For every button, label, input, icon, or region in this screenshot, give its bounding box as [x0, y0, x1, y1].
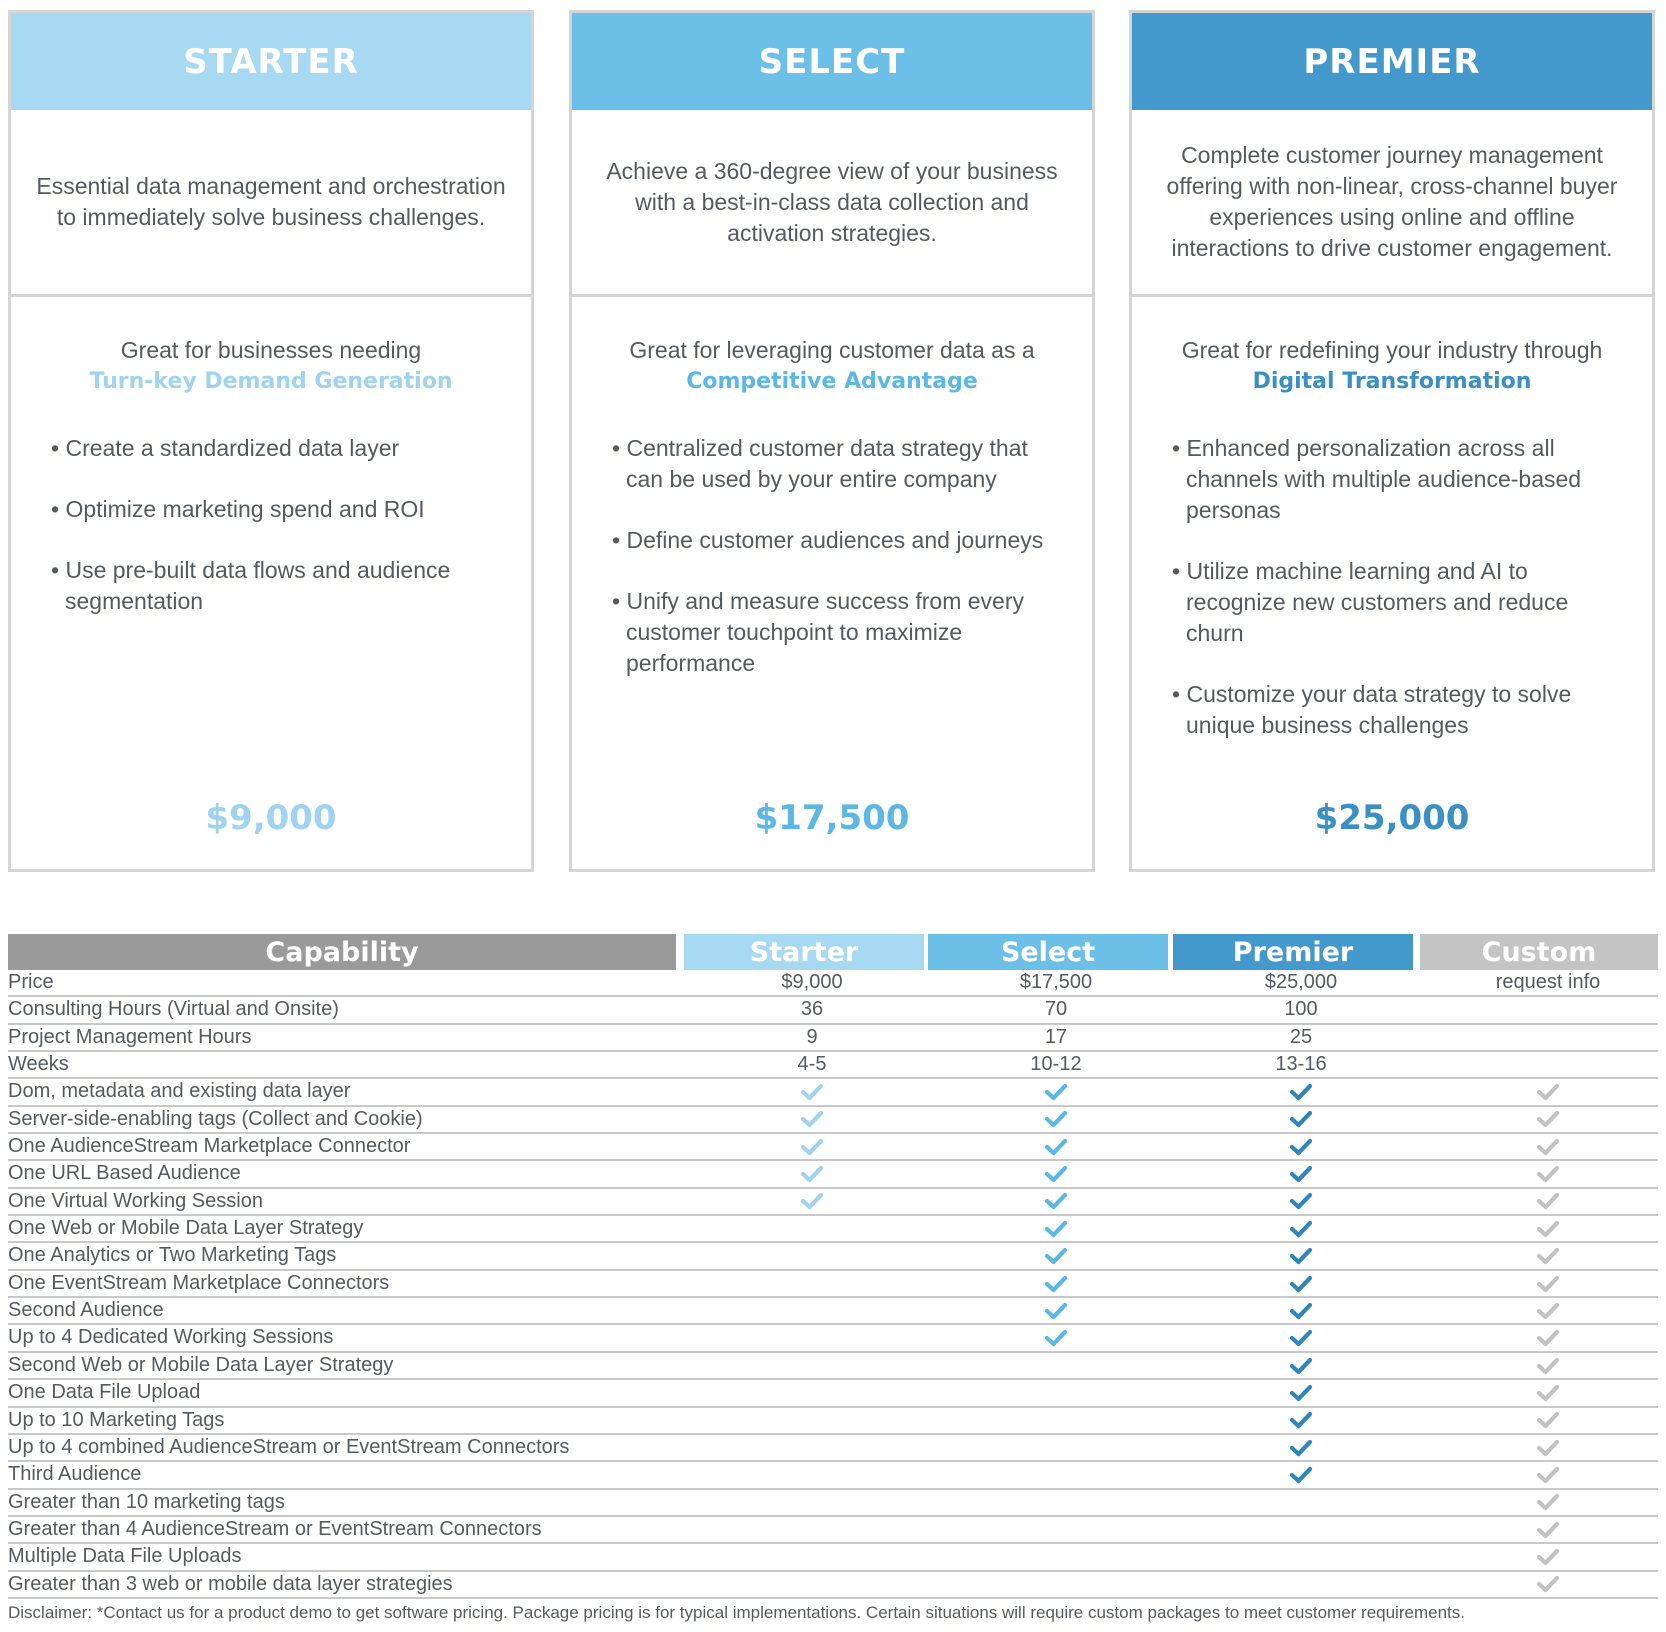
plan-description: Achieve a 360-degree view of your business with a best-in-class data collection and activation strategies.: [572, 110, 1092, 297]
custom-check-icon: [1428, 1408, 1666, 1433]
select-value: 70: [1044, 998, 1068, 1021]
plan-bullet: • Define customer audiences and journeys: [612, 525, 1062, 556]
plan-title: STARTER: [11, 13, 531, 110]
custom-check-icon: [1428, 1298, 1666, 1323]
custom-check-icon: [1428, 1353, 1666, 1378]
premier-check-icon: [1181, 1298, 1421, 1323]
capability-label: One Virtual Working Session: [8, 1189, 263, 1212]
table-row: [8, 1079, 1658, 1106]
great-for-text: Great for redefining your industry through: [1181, 337, 1603, 363]
custom-value: request info: [1495, 971, 1601, 993]
starter-check-icon: [692, 1107, 932, 1132]
table-row: [8, 1408, 1658, 1435]
capability-label: Second Audience: [8, 1299, 164, 1322]
custom-check-icon: [1428, 1107, 1666, 1132]
capability-label: Greater than 4 AudienceStream or EventStream Connectors: [8, 1517, 542, 1540]
plan-great-for: [1132, 335, 1652, 397]
plan-highlight: Digital Transformation: [1252, 369, 1532, 394]
capability-label: Up to 4 combined AudienceStream or EventStream Connectors: [8, 1435, 570, 1458]
custom-check-icon: [1428, 1189, 1666, 1214]
starter-value: 4-5: [797, 1053, 827, 1076]
premier-check-icon: [1181, 1271, 1421, 1296]
header-starter: Starter: [684, 934, 924, 970]
capability-label: Project Management Hours: [8, 1025, 252, 1048]
custom-check-icon: [1428, 1134, 1666, 1159]
custom-check-icon: [1428, 1325, 1666, 1350]
capability-label: Up to 10 Marketing Tags: [8, 1408, 225, 1431]
plan-card-select: [569, 10, 1095, 872]
table-row: [8, 1572, 1658, 1599]
great-for-text: Great for businesses needing: [120, 337, 422, 363]
table-row: [8, 1380, 1658, 1407]
premier-check-icon: [1181, 1189, 1421, 1214]
capability-label: Server-side-enabling tags (Collect and Cookie): [8, 1107, 423, 1130]
plan-bullets: [51, 433, 501, 647]
header-capability: Capability: [8, 934, 676, 970]
starter-value: $9,000: [781, 971, 843, 993]
table-row: [8, 970, 1658, 997]
select-check-icon: [936, 1189, 1176, 1214]
plan-bullet: • Optimize marketing spend and ROI: [51, 494, 501, 525]
starter-check-icon: [692, 1161, 932, 1186]
plan-description: Complete customer journey management offering with non-linear, cross-channel buyer experiences using online and offline interactions to drive customer engagement.: [1132, 110, 1652, 297]
plan-bullet: • Enhanced personalization across all channels with multiple audience-based personas: [1172, 433, 1622, 526]
capability-label: Multiple Data File Uploads: [8, 1545, 242, 1568]
premier-check-icon: [1181, 1325, 1421, 1350]
disclaimer: Disclaimer: *Contact us for a product demo to get software pricing. Package pricing is for typical implementations. Certain situations will require custom packages to meet customer requirements.: [8, 1603, 1465, 1622]
select-check-icon: [936, 1079, 1176, 1104]
select-check-icon: [936, 1271, 1176, 1296]
table-row: [8, 1325, 1658, 1352]
custom-check-icon: [1428, 1572, 1666, 1597]
table-row: [8, 1107, 1658, 1134]
plan-bullets: [612, 433, 1062, 709]
table-row: [8, 1243, 1658, 1270]
select-check-icon: [936, 1134, 1176, 1159]
starter-check-icon: [692, 1189, 932, 1214]
starter-check-icon: [692, 1079, 932, 1104]
custom-check-icon: [1428, 1271, 1666, 1296]
plan-title: SELECT: [572, 13, 1092, 110]
premier-check-icon: [1181, 1353, 1421, 1378]
capability-label: One Analytics or Two Marketing Tags: [8, 1244, 337, 1267]
capability-label: One EventStream Marketplace Connectors: [8, 1271, 390, 1294]
premier-check-icon: [1181, 1134, 1421, 1159]
table-row: [8, 1271, 1658, 1298]
select-check-icon: [936, 1107, 1176, 1132]
table-row: [8, 1298, 1658, 1325]
capability-label: Greater than 10 marketing tags: [8, 1490, 285, 1513]
premier-value: 100: [1284, 998, 1318, 1021]
capability-label: Price: [8, 971, 54, 993]
plan-description: Essential data management and orchestration to immediately solve business challenges.: [11, 110, 531, 297]
header-select: Select: [928, 934, 1168, 970]
capability-label: Dom, metadata and existing data layer: [8, 1080, 351, 1103]
capability-label: Consulting Hours (Virtual and Onsite): [8, 998, 339, 1021]
table-row: [8, 1353, 1658, 1380]
table-row: [8, 1462, 1658, 1489]
premier-check-icon: [1181, 1408, 1421, 1433]
plan-bullet: • Create a standardized data layer: [51, 433, 501, 464]
plan-price: $9,000: [205, 798, 337, 838]
plan-title: PREMIER: [1132, 13, 1652, 110]
plan-bullet: • Use pre-built data flows and audience segmentation: [51, 555, 501, 617]
table-row: [8, 1435, 1658, 1462]
plan-bullet: • Centralized customer data strategy that can be used by your entire company: [612, 433, 1062, 495]
select-value: 17: [1044, 1025, 1068, 1048]
custom-check-icon: [1428, 1380, 1666, 1405]
table-row: [8, 1216, 1658, 1243]
plan-bullets: [1172, 433, 1622, 771]
table-row: [8, 997, 1658, 1024]
select-check-icon: [936, 1325, 1176, 1350]
capability-label: Weeks: [8, 1053, 69, 1076]
custom-check-icon: [1428, 1490, 1666, 1515]
capability-label: One URL Based Audience: [8, 1162, 241, 1185]
custom-check-icon: [1428, 1161, 1666, 1186]
premier-check-icon: [1181, 1079, 1421, 1104]
select-value: $17,500: [1019, 971, 1093, 993]
custom-check-icon: [1428, 1243, 1666, 1268]
table-row: [8, 1052, 1658, 1079]
premier-check-icon: [1181, 1243, 1421, 1268]
custom-check-icon: [1428, 1435, 1666, 1460]
plan-card-premier: [1129, 10, 1655, 872]
select-value: 10-12: [1030, 1053, 1082, 1076]
premier-check-icon: [1181, 1435, 1421, 1460]
table-row: [8, 1025, 1658, 1052]
table-row: [8, 1134, 1658, 1161]
capability-label: Up to 4 Dedicated Working Sessions: [8, 1326, 334, 1349]
premier-value: $25,000: [1264, 971, 1338, 993]
plan-great-for: [11, 335, 531, 397]
great-for-text: Great for leveraging customer data as a: [629, 337, 1035, 363]
table-row: [8, 1517, 1658, 1544]
plan-highlight: Turn-key Demand Generation: [89, 369, 453, 394]
premier-check-icon: [1181, 1380, 1421, 1405]
custom-check-icon: [1428, 1544, 1666, 1569]
select-check-icon: [936, 1161, 1176, 1186]
starter-value: 9: [806, 1025, 818, 1048]
plan-price: $25,000: [1314, 798, 1470, 838]
custom-check-icon: [1428, 1517, 1666, 1542]
capability-label: One Data File Upload: [8, 1381, 201, 1404]
premier-check-icon: [1181, 1462, 1421, 1487]
custom-check-icon: [1428, 1462, 1666, 1487]
plan-price: $17,500: [754, 798, 910, 838]
premier-check-icon: [1181, 1216, 1421, 1241]
premier-check-icon: [1181, 1161, 1421, 1186]
premier-value: 25: [1289, 1025, 1313, 1048]
premier-value: 13-16: [1275, 1053, 1327, 1076]
capability-label: Second Web or Mobile Data Layer Strategy: [8, 1353, 394, 1376]
starter-check-icon: [692, 1134, 932, 1159]
capability-label: One AudienceStream Marketplace Connector: [8, 1135, 411, 1158]
table-row: [8, 1161, 1658, 1188]
plan-bullet: • Customize your data strategy to solve unique business challenges: [1172, 679, 1622, 741]
premier-check-icon: [1181, 1107, 1421, 1132]
plan-great-for: [572, 335, 1092, 397]
plan-bullet: • Utilize machine learning and AI to recognize new customers and reduce churn: [1172, 556, 1622, 649]
capability-label: One Web or Mobile Data Layer Strategy: [8, 1217, 364, 1240]
custom-check-icon: [1428, 1079, 1666, 1104]
capability-label: Third Audience: [8, 1463, 142, 1486]
header-custom: Custom: [1420, 934, 1658, 970]
plan-bullet: • Unify and measure success from every customer touchpoint to maximize performance: [612, 586, 1062, 679]
plan-card-starter: [8, 10, 534, 872]
starter-value: 36: [800, 998, 824, 1021]
select-check-icon: [936, 1298, 1176, 1323]
table-row: [8, 1490, 1658, 1517]
capability-table: [8, 970, 1658, 1599]
capability-label: Greater than 3 web or mobile data layer strategies: [8, 1572, 453, 1595]
header-premier: Premier: [1173, 934, 1413, 970]
table-row: [8, 1189, 1658, 1216]
table-row: [8, 1544, 1658, 1571]
plan-highlight: Competitive Advantage: [686, 369, 978, 394]
select-check-icon: [936, 1243, 1176, 1268]
select-check-icon: [936, 1216, 1176, 1241]
custom-check-icon: [1428, 1216, 1666, 1241]
